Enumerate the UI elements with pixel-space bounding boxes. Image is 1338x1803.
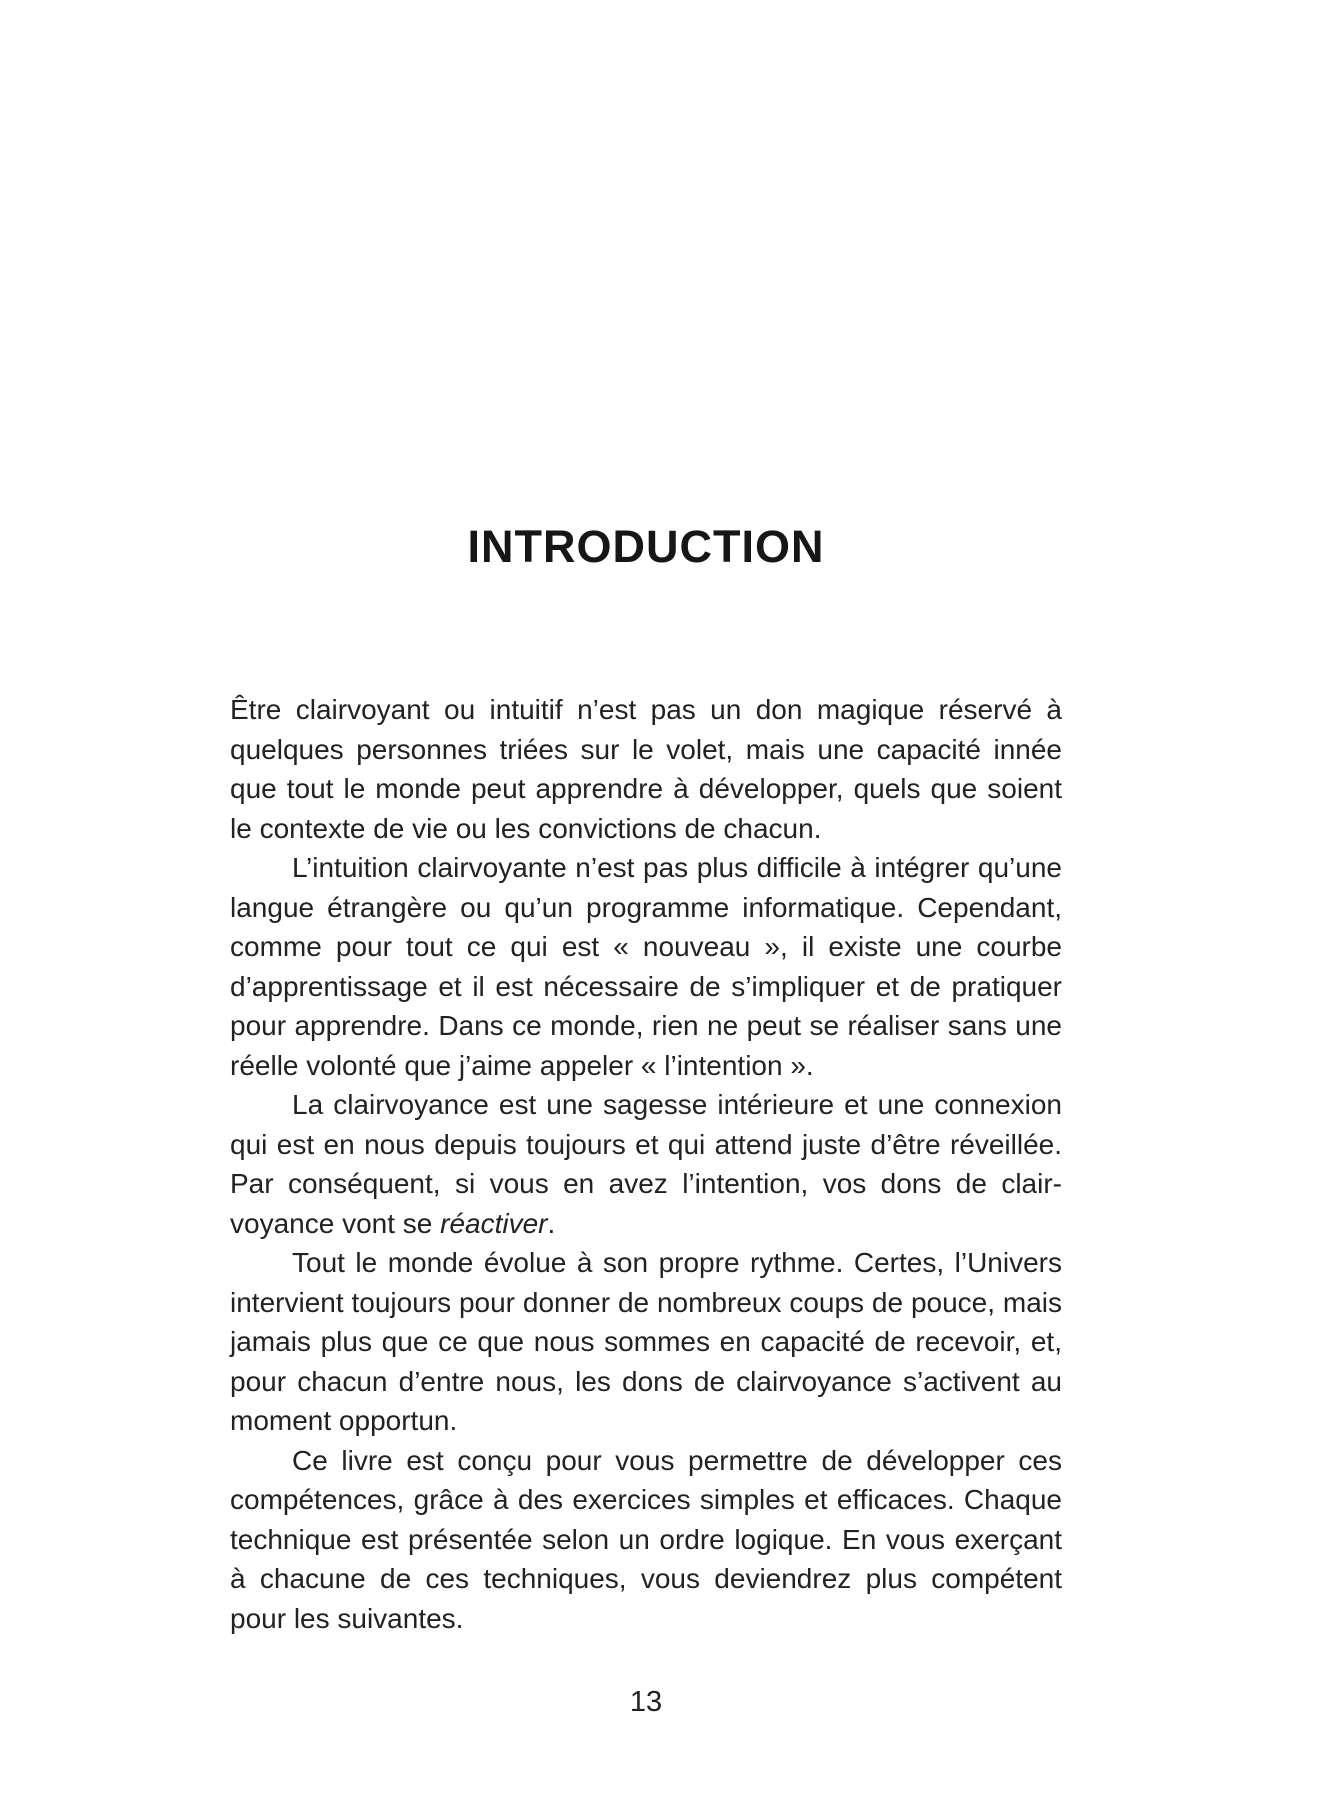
paragraph — [230, 848, 1062, 1085]
text-line — [230, 730, 1062, 770]
text-span: pour apprendre. Dans ce monde, rien ne peut se réaliser sans une — [230, 1010, 1062, 1041]
text-line — [230, 1520, 1062, 1560]
text-span: voyance vont se — [230, 1207, 441, 1239]
text-line — [230, 848, 1062, 888]
italic-text: réactiver — [440, 1207, 548, 1239]
text-span: le contexte de vie ou les convictions de chacun. — [230, 812, 822, 844]
text-line — [230, 1125, 1062, 1165]
text-span: . — [547, 1207, 556, 1239]
text-span: d’apprentissage et il est nécessaire de s’impliquer et de pratiquer — [230, 970, 1062, 1002]
text-line — [230, 1599, 1062, 1639]
text-line — [230, 1085, 1062, 1125]
text-span: à chacune de ces techniques, vous deviendrez plus compétent — [230, 1563, 1062, 1594]
text-span: intervient toujours pour donner de nombreux coups de pouce, mais — [230, 1286, 1062, 1318]
text-line — [230, 1046, 1062, 1086]
text-line — [230, 967, 1062, 1007]
text-span: que tout le monde peut apprendre à développer, quels que soient — [230, 773, 1062, 804]
text-line — [230, 1362, 1062, 1402]
text-line — [230, 1283, 1062, 1323]
paragraph — [230, 690, 1062, 848]
paragraph — [230, 1441, 1062, 1639]
text-line — [230, 1006, 1062, 1046]
text-span: pour chacun d’entre nous, les dons de clairvoyance s’activent au — [230, 1365, 1062, 1397]
text-span: jamais plus que ce que nous sommes en capacité de recevoir, et, — [230, 1326, 1062, 1357]
text-span: compétences, grâce à des exercices simples et efficaces. Chaque — [230, 1484, 1062, 1515]
text-line — [230, 1480, 1062, 1520]
text-line — [230, 1559, 1062, 1599]
text-line — [230, 1243, 1062, 1283]
text-line — [230, 888, 1062, 928]
text-span: langue étrangère ou qu’un programme informatique. Cependant, — [230, 891, 1062, 923]
text-line — [230, 1322, 1062, 1362]
text-span: Tout le monde évolue à son propre rythme. Certes, l’Univers — [292, 1247, 1062, 1278]
text-span: Ce livre est conçu pour vous permettre de développer ces — [292, 1444, 1062, 1476]
text-line — [230, 809, 1062, 849]
body-text — [230, 690, 1062, 1638]
text-span: pour les suivantes. — [230, 1602, 464, 1634]
text-span: quelques personnes triées sur le volet, mais une capacité innée — [230, 733, 1062, 765]
text-span: moment opportun. — [230, 1405, 458, 1436]
text-line — [230, 1164, 1062, 1204]
text-span: réelle volonté que j’aime appeler « l’intention ». — [230, 1049, 814, 1081]
text-line — [230, 769, 1062, 809]
chapter-title: INTRODUCTION — [467, 521, 825, 572]
text-span: technique est présentée selon un ordre logique. En vous exerçant — [230, 1523, 1062, 1555]
text-span: Par conséquent, si vous en avez l’intention, vos dons de clair- — [230, 1168, 1062, 1199]
paragraph — [230, 1243, 1062, 1441]
text-line — [230, 690, 1062, 730]
text-span: La clairvoyance est une sagesse intérieure et une connexion — [292, 1089, 1062, 1120]
paragraph — [230, 1085, 1062, 1243]
text-span: Être clairvoyant ou intuitif n’est pas un don magique réservé à — [230, 694, 1062, 725]
page-number: 13 — [629, 1686, 663, 1718]
text-line — [230, 927, 1062, 967]
text-line — [230, 1441, 1062, 1481]
text-line — [230, 1401, 1062, 1441]
text-span: L’intuition clairvoyante n’est pas plus difficile à intégrer qu’une — [292, 852, 1062, 883]
text-line — [230, 1204, 1062, 1244]
text-span: comme pour tout ce qui est « nouveau », il existe une courbe — [230, 931, 1062, 962]
text-span: qui est en nous depuis toujours et qui attend juste d’être réveillée. — [230, 1128, 1062, 1160]
